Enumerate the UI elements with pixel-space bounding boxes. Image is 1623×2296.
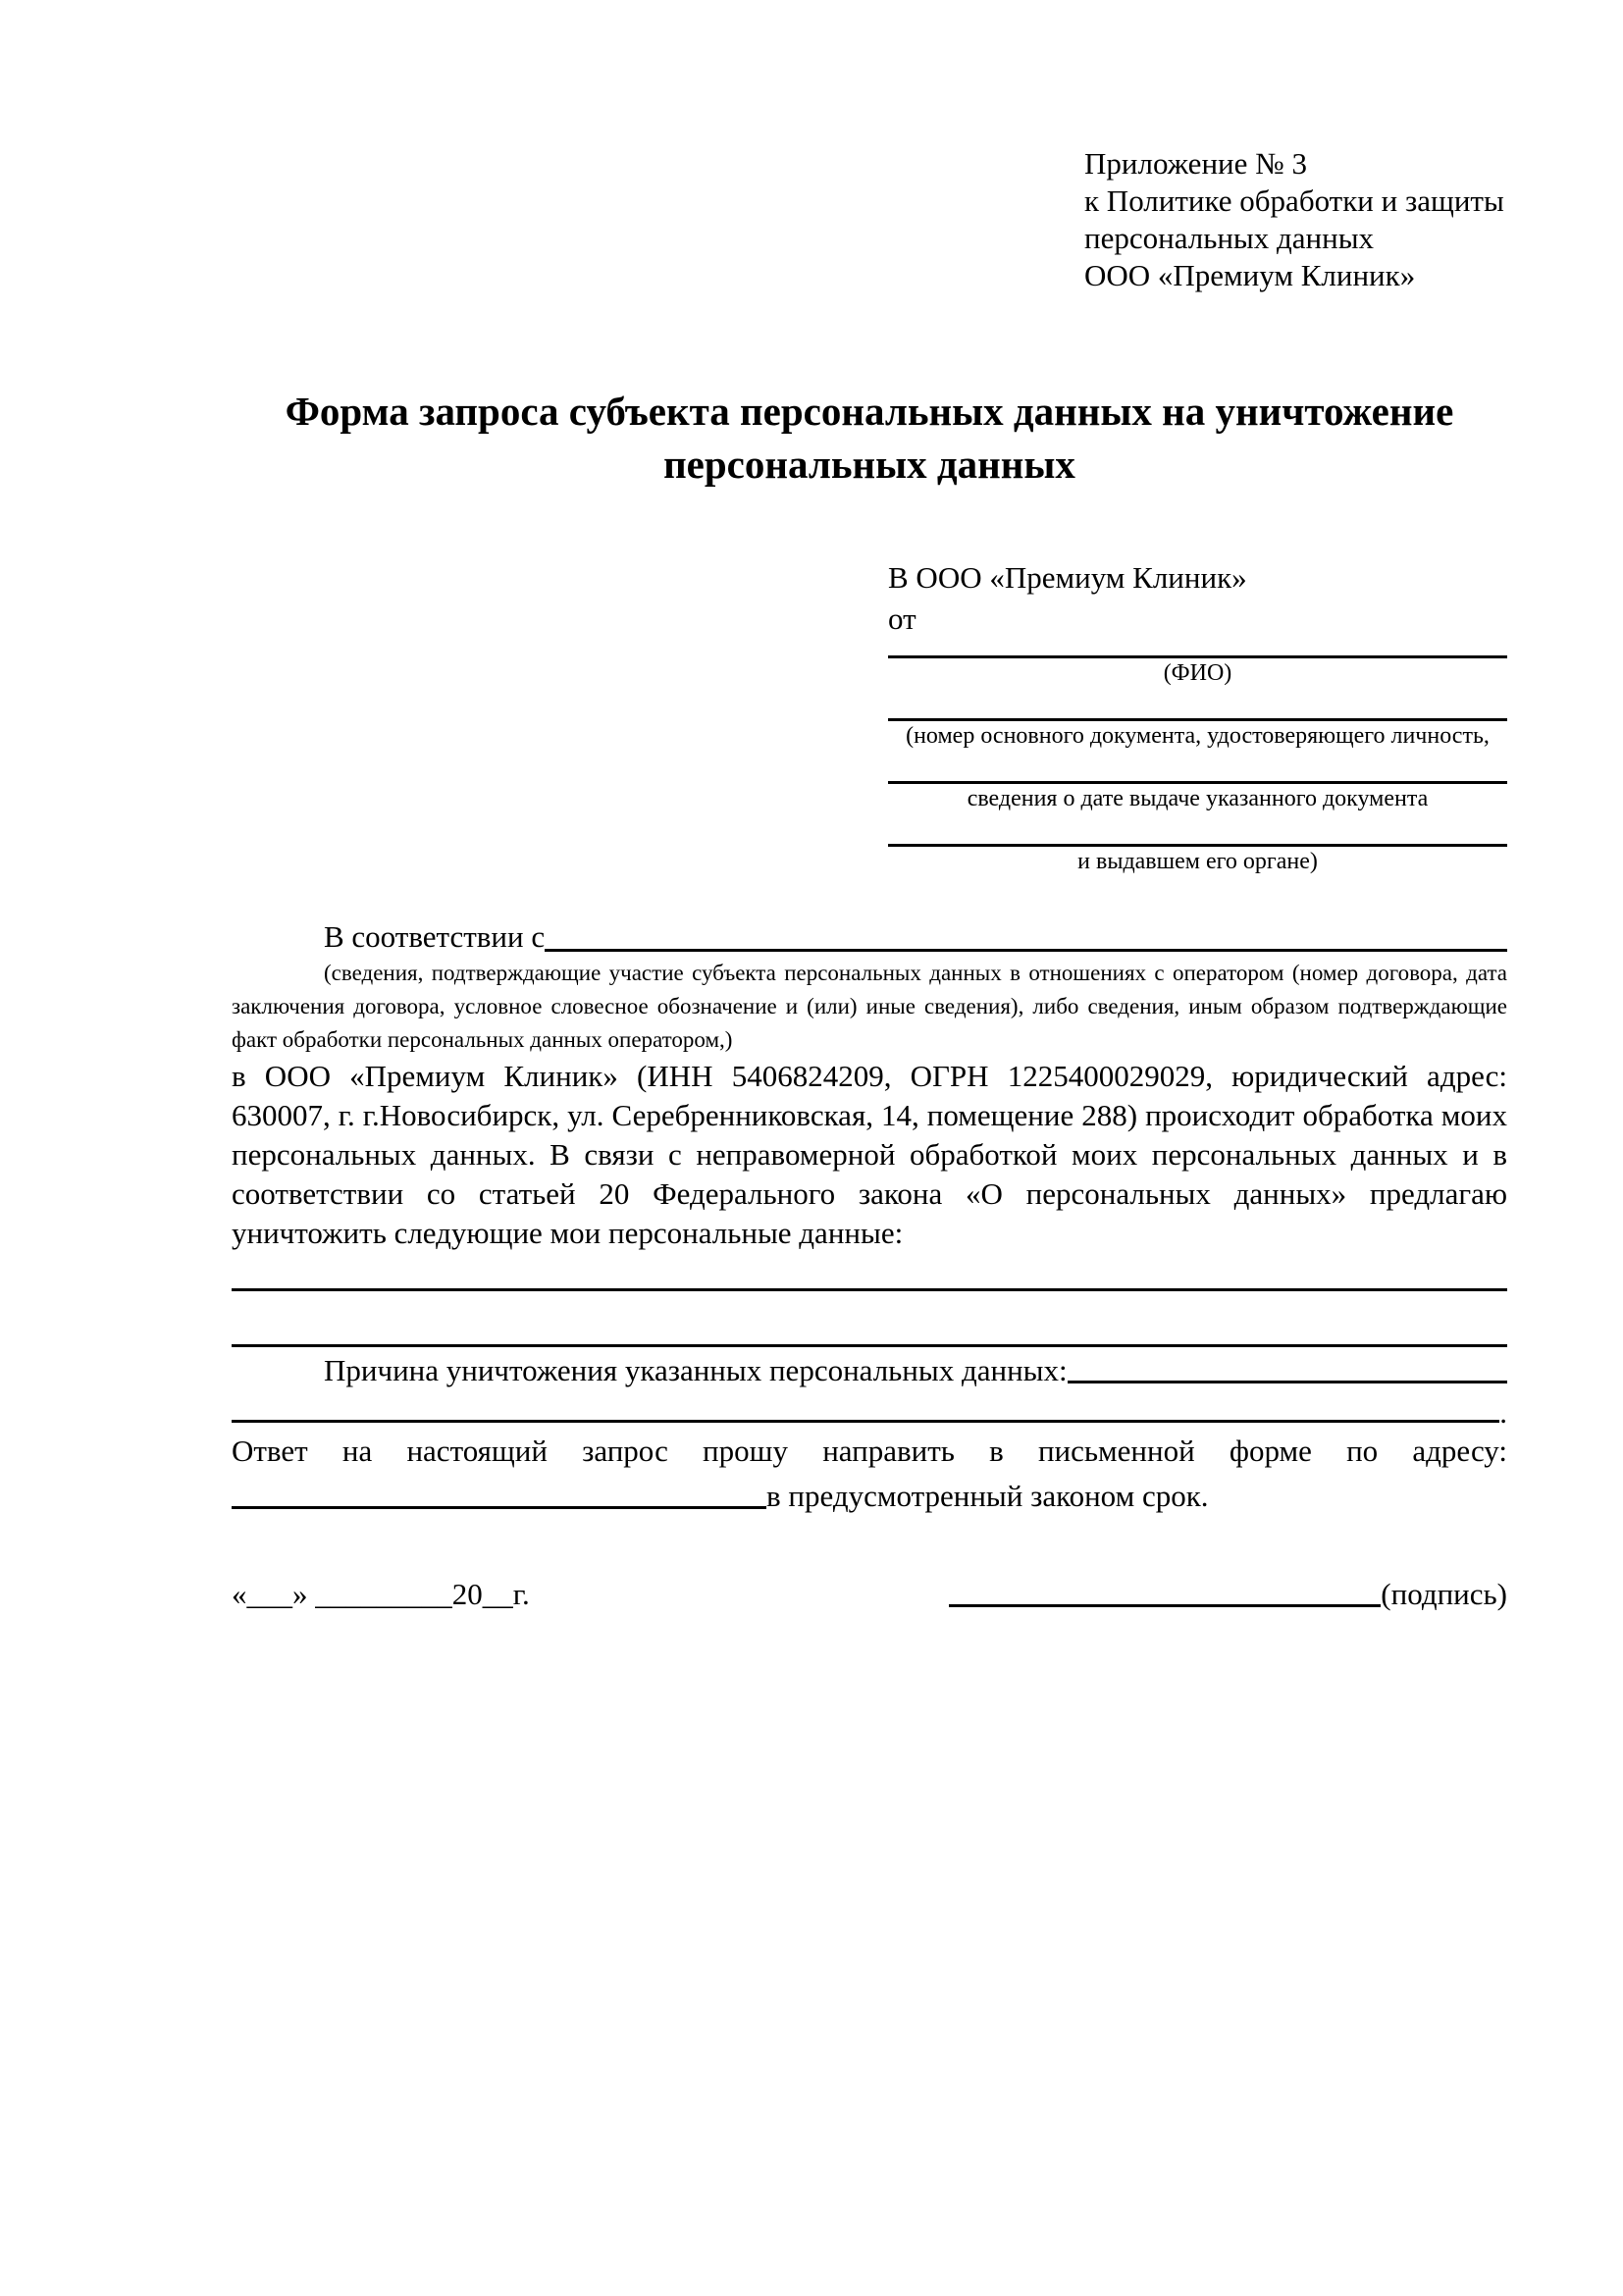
appendix-line: персональных данных <box>1084 221 1375 255</box>
appendix-line: ООО «Премиум Клиник» <box>1084 258 1416 292</box>
appendix-block <box>1084 145 1507 294</box>
response-address-blank-line <box>232 1506 766 1509</box>
issuing-authority-caption: и выдавшем его органе) <box>1077 849 1318 874</box>
accordance-note: (сведения, подтверждающие участие субъекта персональных данных в отношениях с оператором (номер договора, дата заключения договора, условное словесное обозначение и (или) иные сведения), либо сведения, иным образом подтверждающие факт обработки персональных данных оператором,) <box>232 961 1507 1052</box>
issuing-authority-field <box>888 813 1507 876</box>
response-request-paragraph: Ответ на настоящий запрос прошу направить в письменной форме по адресу: <box>232 1434 1507 1468</box>
reason-continuation-blank-line <box>232 1420 1499 1423</box>
signature-caption: (подпись) <box>1381 1577 1507 1612</box>
document-number-field <box>888 688 1507 751</box>
signature-group <box>949 1575 1507 1614</box>
fio-field <box>888 640 1507 688</box>
signature-blank-line <box>949 1604 1381 1607</box>
date-line: «___» _________20__г. <box>232 1577 530 1612</box>
reason-row <box>232 1347 1507 1390</box>
addressee-from-label: от <box>888 601 916 636</box>
main-paragraph: в ООО «Премиум Клиник» (ИНН 5406824209, ОГРН 1225400029029, юридический адрес: 630007, г. г.Новосибирск, ул. Серебренниковская, 14, помещение 288) происходит обработка моих персональных данных. В связи с неправомерной обработкой моих персональных данных и в соответствии со статьей 20 Федерального закона «О персональных данных» предлагаю уничтожить следующие мои персональные данные: <box>232 1059 1507 1250</box>
fio-caption: (ФИО) <box>1163 660 1232 686</box>
addressee-block <box>888 557 1507 876</box>
reason-terminator: . <box>1499 1395 1507 1430</box>
addressee-recipient: В ООО «Премиум Клиник» <box>888 560 1247 595</box>
accordance-prefix: В соответствии с <box>324 919 546 955</box>
personal-data-blank-line-1 <box>232 1253 1507 1291</box>
response-address-row <box>232 1473 1507 1516</box>
accordance-row <box>232 915 1507 957</box>
appendix-line: к Политике обработки и защиты <box>1084 183 1504 218</box>
appendix-line: Приложение № 3 <box>1084 146 1307 181</box>
issue-date-blank-line <box>888 751 1507 784</box>
reason-label: Причина уничтожения указанных персональных данных: <box>324 1353 1068 1388</box>
document-number-caption: (номер основного документа, удостоверяющего личность, <box>906 723 1490 749</box>
reason-blank-line <box>1068 1381 1507 1383</box>
document-number-blank-line <box>888 688 1507 721</box>
reason-continuation-row <box>232 1390 1507 1428</box>
response-suffix: в предусмотренный законом срок. <box>766 1479 1209 1514</box>
accordance-blank-line <box>545 949 1507 952</box>
issue-date-caption: сведения о дате выдаче указанного документа <box>967 786 1429 811</box>
issue-date-field <box>888 751 1507 813</box>
issuing-authority-blank-line <box>888 813 1507 847</box>
date-signature-row <box>232 1571 1507 1614</box>
fio-blank-line <box>888 640 1507 658</box>
personal-data-blank-line-2 <box>232 1291 1507 1347</box>
document-title: Форма запроса субъекта персональных данных на уничтожение персональных данных <box>285 389 1454 487</box>
